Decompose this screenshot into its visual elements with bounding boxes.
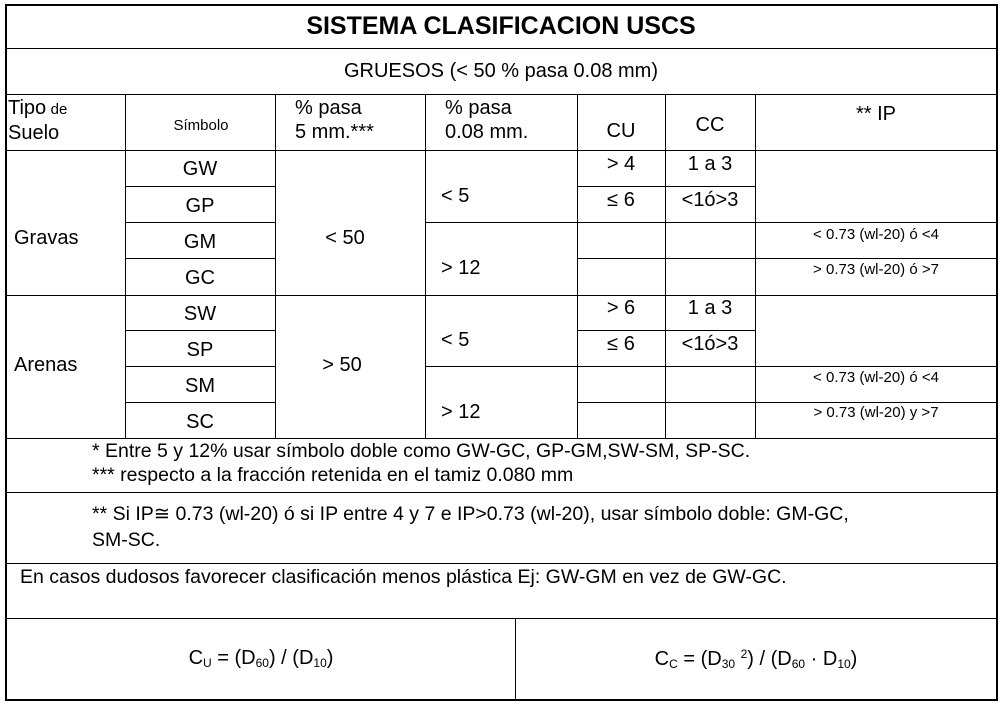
header-tipo xyxy=(8,98,67,118)
symbol-sc: SC xyxy=(186,411,214,433)
note-double-symbol: * Entre 5 y 12% usar símbolo doble como GW-GC, GP-GM,SW-SM, SP-SC. xyxy=(92,440,751,462)
formula-cu-d60: 60 xyxy=(255,656,269,670)
header-pasa008-line2: 0.08 mm. xyxy=(445,121,529,143)
rule xyxy=(5,492,998,493)
symbol-gw: GW xyxy=(182,158,218,180)
header-pasa008-line1: % pasa xyxy=(445,97,512,119)
rule xyxy=(515,618,516,701)
arenas-cc-sw: 1 a 3 xyxy=(687,297,733,319)
rule xyxy=(5,563,998,564)
arenas-cu-sp: ≤ 6 xyxy=(607,333,635,355)
table-title: SISTEMA CLASIFICACION USCS xyxy=(306,12,696,40)
rule xyxy=(5,618,998,619)
note-retained-fraction: *** respecto a la fracción retenida en el tamiz 0.080 mm xyxy=(92,464,574,486)
rule xyxy=(425,366,998,367)
rule xyxy=(577,402,998,403)
header-tipo-de: de xyxy=(50,101,68,118)
formula-cc-eq: = (D xyxy=(677,648,722,670)
arenas-ip-sm: < 0.73 (wl-20) ó <4 xyxy=(813,369,939,386)
rule xyxy=(5,94,998,95)
arenas-cc-sp: <1ó>3 xyxy=(681,333,739,355)
rule xyxy=(5,295,998,296)
formula-cu-eq: = (D xyxy=(211,647,256,669)
header-ip: ** IP xyxy=(855,103,897,125)
symbol-sp: SP xyxy=(186,339,214,361)
arenas-ip-sc: > 0.73 (wl-20) y >7 xyxy=(813,404,939,421)
rule xyxy=(5,48,998,49)
formula-cu-end: ) xyxy=(326,647,334,669)
gravas-fine-low: < 5 xyxy=(441,185,470,207)
formula-cc-d10: 10 xyxy=(837,657,851,671)
arenas-cu-sw: > 6 xyxy=(606,297,636,319)
formula-cu-lhs-sub: U xyxy=(203,656,212,670)
rule xyxy=(5,150,998,151)
rule xyxy=(577,258,998,259)
formula-cu xyxy=(189,648,334,669)
header-tipo-word: Tipo xyxy=(8,97,47,119)
arenas-fine-high: > 12 xyxy=(441,401,481,423)
rule xyxy=(577,330,755,331)
rule xyxy=(125,94,126,438)
note-ip-line1: ** Si IP≅ 0.73 (wl-20) ó si IP entre 4 y 7 e IP>0.73 (wl-20), usar símbolo doble: GM-GC, xyxy=(92,503,849,525)
gravas-pasa5: < 50 xyxy=(325,227,365,249)
formula-cu-d10: 10 xyxy=(313,656,327,670)
formula-cc-lhs: C xyxy=(654,648,670,670)
symbol-sw: SW xyxy=(183,303,217,325)
arenas-fine-low: < 5 xyxy=(441,329,470,351)
rule xyxy=(125,402,275,403)
rule xyxy=(125,366,275,367)
formula-cc-square: 2 xyxy=(740,647,748,661)
arenas-pasa5: > 50 xyxy=(322,354,362,376)
rule xyxy=(665,94,666,438)
table-subtitle: GRUESOS (< 50 % pasa 0.08 mm) xyxy=(343,60,659,82)
symbol-gm: GM xyxy=(183,231,217,253)
symbol-gp: GP xyxy=(185,195,215,217)
rule xyxy=(125,222,275,223)
group-label-arenas: Arenas xyxy=(14,354,78,376)
formula-cc xyxy=(655,648,858,670)
formula-cc-d30: 30 xyxy=(721,657,736,671)
gravas-ip-gc: > 0.73 (wl-20) ó >7 xyxy=(813,261,939,278)
gravas-ip-gm: < 0.73 (wl-20) ó <4 xyxy=(813,226,939,243)
formula-cc-lhs-sub: C xyxy=(669,657,678,671)
formula-cc-mid: ) / (D xyxy=(747,648,792,670)
rule xyxy=(275,94,276,438)
rule xyxy=(577,94,578,438)
rule xyxy=(125,330,275,331)
header-pasa5-line1: % pasa xyxy=(295,97,362,119)
note-ip-line2: SM-SC. xyxy=(92,529,161,551)
rule xyxy=(577,186,755,187)
rule xyxy=(5,438,998,439)
gravas-cu-gw: > 4 xyxy=(606,153,636,175)
formula-cu-lhs: C xyxy=(188,647,204,669)
formula-cc-d60: 60 xyxy=(791,657,806,671)
rule xyxy=(755,94,756,438)
formula-cc-end: ) xyxy=(850,648,858,670)
header-simbolo: Símbolo xyxy=(173,117,229,134)
header-suelo: Suelo xyxy=(8,122,60,144)
formula-cu-mid: ) / (D xyxy=(268,647,314,669)
gravas-cc-gp: <1ó>3 xyxy=(681,189,739,211)
rule xyxy=(425,222,998,223)
header-cc: CC xyxy=(695,114,725,136)
rule xyxy=(425,94,426,438)
note-dudosos: En casos dudosos favorecer clasificación menos plástica Ej: GW-GM en vez de GW-GC. xyxy=(20,566,787,588)
gravas-fine-high: > 12 xyxy=(441,257,481,279)
symbol-sm: SM xyxy=(185,375,215,397)
rule xyxy=(125,186,275,187)
group-label-gravas: Gravas xyxy=(14,227,79,249)
gravas-cc-gw: 1 a 3 xyxy=(687,153,733,175)
rule xyxy=(125,258,275,259)
gravas-cu-gp: ≤ 6 xyxy=(607,189,635,211)
header-cu: CU xyxy=(606,120,636,142)
symbol-gc: GC xyxy=(185,267,215,289)
formula-cc-dot: · D xyxy=(805,648,838,670)
header-pasa5-line2: 5 mm.*** xyxy=(295,121,374,143)
